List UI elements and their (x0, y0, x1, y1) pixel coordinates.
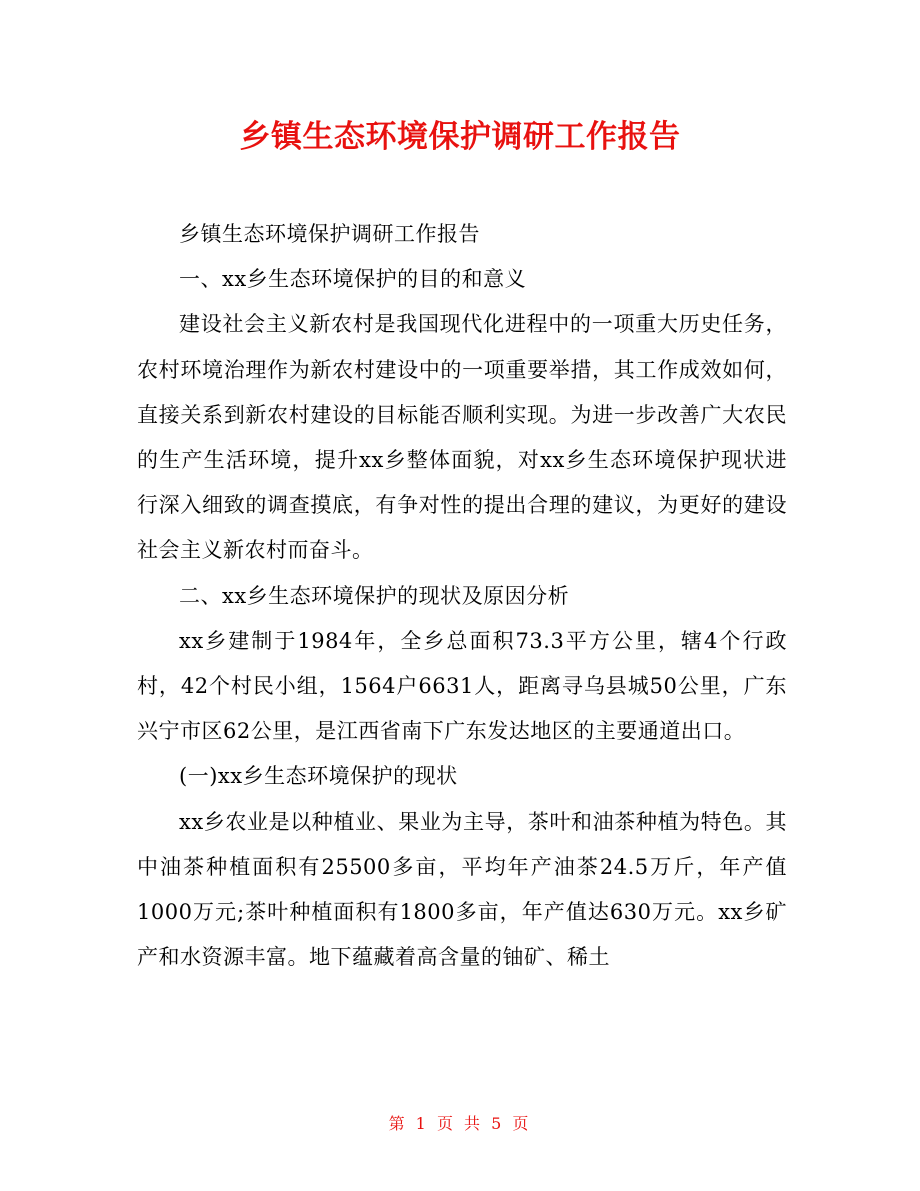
paragraph: xx乡建制于1984年，全乡总面积73.3平方公里，辖4个行政村，42个村民小组，1564户6631人，距离寻乌县城50公里，广东兴宁市区62公里，是江西省南下广东发达地区的主要通道出口。 (137, 628, 787, 744)
page-number-footer: 第 1 页 共 5 页 (388, 1114, 532, 1133)
paragraph: xx乡农业是以种植业、果业为主导，茶叶和油茶种植为特色。其中油茶种植面积有25500多亩，平均年产油茶24.5万斤，年产值1000万元;茶叶种植面积有1800多亩，年产值达630万元。xx乡矿产和水资源丰富。地下蕴藏着高含量的铀矿、稀土 (137, 809, 787, 970)
section-heading: 二、xx乡生态环境保护的现状及原因分析 (179, 583, 570, 608)
paragraph: 乡镇生态环境保护调研工作报告 (179, 222, 480, 246)
section-heading: 一、xx乡生态环境保护的目的和意义 (179, 267, 527, 292)
document-body (137, 212, 787, 980)
document-title: 乡镇生态环境保护调研工作报告 (239, 119, 681, 155)
paragraph: 建设社会主义新农村是我国现代化进程中的一项重大历史任务，农村环境治理作为新农村建设中的一项重要举措，其工作成效如何，直接关系到新农村建设的目标能否顺利实现。为进一步改善广大农民的生产生活环境，提升xx乡整体面貌，对xx乡生态环境保护现状进行深入细致的调查摸底，有争对性的提出合理的建议，为更好的建设社会主义新农村而奋斗。 (137, 312, 787, 563)
subsection-heading: (一)xx乡生态环境保护的现状 (179, 764, 458, 789)
